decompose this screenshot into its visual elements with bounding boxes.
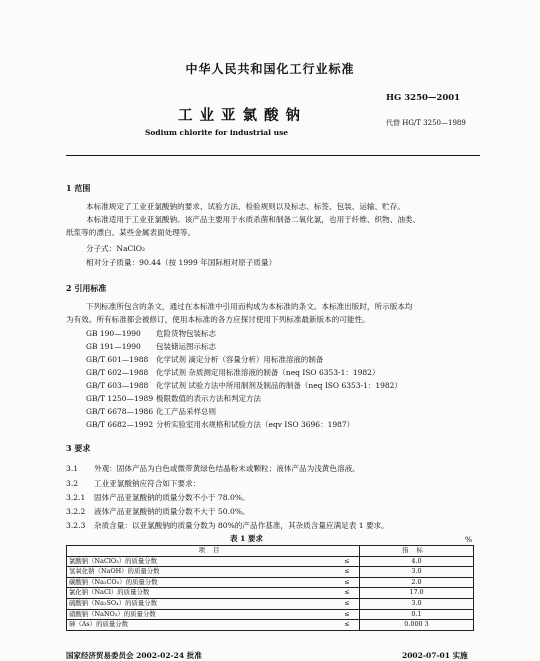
- standard-code: HG 3250—2001: [386, 93, 461, 103]
- req-line: 3.2.1 固体产品亚氯酸钠的质量分数不小于 78.0%。: [66, 493, 250, 502]
- requirements-heading: 3 要求: [66, 443, 91, 453]
- column-header-item: 项目: [67, 546, 360, 557]
- table-row: 碳酸钠（Na₂CO₃）的质量分数 ≤ 2.0: [67, 577, 474, 588]
- table-row: 硫酸钠（Na₂SO₄）的质量分数 ≤ 3.0: [67, 598, 474, 609]
- ref-item: GB/T 6678—1986 化工产品采样总则: [86, 407, 216, 416]
- table-row: 氯酸钠（NaClO₃）的质量分数 ≤ 4.0: [67, 556, 474, 567]
- table-row: 氢氧化钠（NaOH）的质量分数 ≤ 3.0: [67, 567, 474, 578]
- refs-heading: 2 引用标准: [66, 283, 107, 293]
- req-line: 3.2.3 杂质含量：以亚氯酸钠的质量分数为 80%的产品作基准，其杂质含量应满足表 1 要求。: [66, 521, 389, 530]
- english-title: Sodium chlorite for industrial use: [145, 128, 289, 137]
- document-title: 工业亚氯酸钠: [178, 107, 307, 124]
- effective-footer: 2002-07-01 实施: [402, 651, 468, 660]
- requirements-table: [66, 545, 474, 631]
- ref-item: GB/T 6682—1992 分析实验室用水规格和试验方法（eqv ISO 3696：1987）: [86, 420, 355, 429]
- table-row: 氯化钠（NaCl）的质量分数 ≤ 17.0: [67, 588, 474, 599]
- ref-item: GB 191—1990 包装储运图示标志: [86, 342, 216, 351]
- ref-item: GB/T 602—1988 化学试剂 杂质测定用标准溶液的制备（neq ISO 6353-1：1982）: [86, 368, 380, 377]
- molecular-formula: 分子式：NaClO₂: [86, 244, 146, 253]
- req-line: 3.2 工业亚氯酸钠应符合如下要求：: [66, 479, 201, 488]
- table-unit: %: [465, 535, 473, 544]
- molecular-mass: 相对分子质量：90.44（按 1999 年国际相对原子质量）: [86, 258, 277, 267]
- ref-item: GB/T 601—1988 化学试剂 滴定分析（容量分析）用标准溶液的制备: [86, 355, 324, 364]
- scope-para1: 本标准规定了工业亚氯酸钠的要求、试验方法、检验规则以及标志、标签、包装、运输、贮存。: [86, 202, 405, 211]
- table-header-row: [67, 546, 474, 557]
- scope-para2a: 本标准适用于工业亚氯酸钠。该产品主要用于水质杀菌和制备二氧化氯，也用于纤维、织物、油类、: [86, 215, 421, 224]
- replaces-note: 代替 HG/T 3250—1989: [386, 119, 466, 127]
- scope-heading: 1 范围: [66, 183, 91, 193]
- org-header: 中华人民共和国化工行业标准: [185, 62, 355, 76]
- column-header-index: 指标: [360, 546, 474, 557]
- approval-footer: 国家经济贸易委员会 2002-02-24 批准: [66, 651, 202, 660]
- table-row: 砷（As）的质量分数 ≤ 0.000 3: [67, 620, 474, 631]
- ref-item: GB/T 1250—1989 极限数值的表示方法和判定方法: [86, 394, 261, 403]
- req-line: 3.1 外观：固体产品为白色或微带黄绿色结晶粉末或颗粒；液体产品为浅黄色溶液。: [66, 464, 360, 473]
- ref-item: GB 190—1990 危险货物包装标志: [86, 329, 216, 338]
- header-rule: [66, 155, 480, 156]
- table-caption: 表 1 要求: [230, 534, 263, 543]
- table-row: 硝酸钠（NaNO₃）的质量分数 ≤ 0.1: [67, 609, 474, 620]
- ref-item: GB/T 603—1988 化学试剂 试验方法中所用制剂及制品的制备（neq ISO 6353-1：1982）: [86, 381, 402, 390]
- scope-para2b: 纸浆等的漂白、某些金属表面处理等。: [66, 228, 196, 237]
- req-line: 3.2.2 液体产品亚氯酸钠的质量分数不大于 50.0%。: [66, 507, 250, 516]
- refs-intro-a: 下列标准所包含的条文，通过在本标准中引用而构成为本标准的条文。本标准出版时，所示版本均: [86, 302, 413, 311]
- refs-intro-b: 为有效。所有标准都会被修订，使用本标准的各方应探讨使用下列标准最新版本的可能性。: [66, 315, 370, 324]
